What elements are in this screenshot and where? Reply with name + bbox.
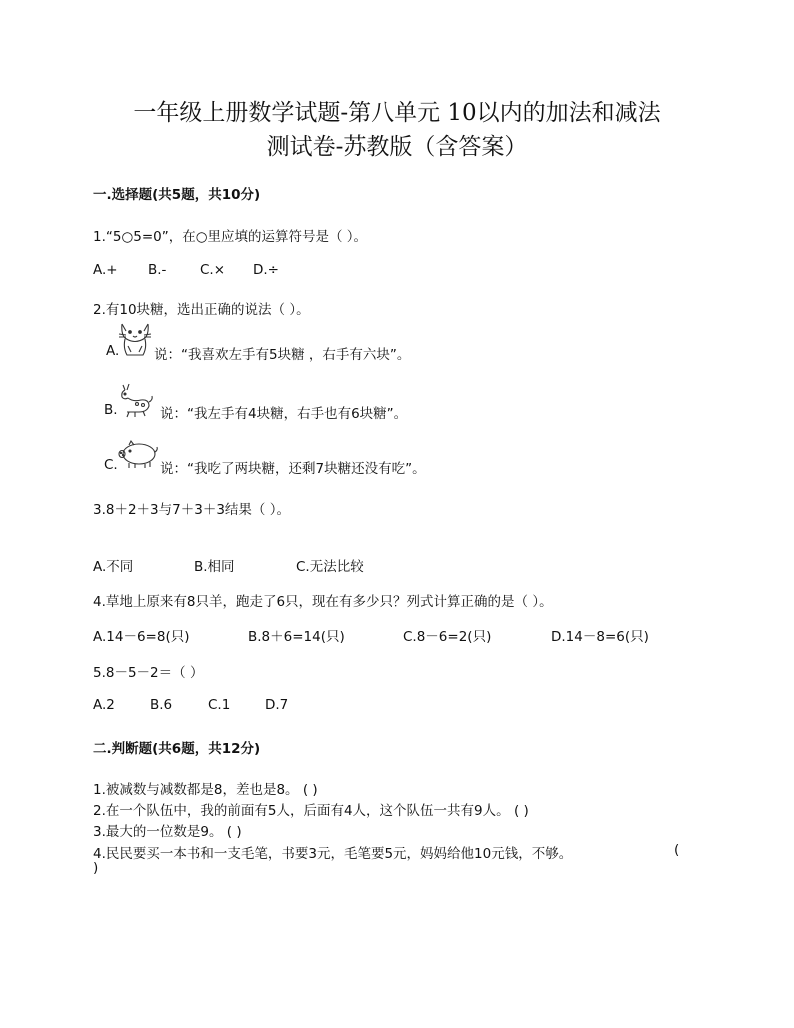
q2-option-b-text: 说：“我左手有4块糖，右手也有6块糖”。	[160, 406, 408, 422]
judge-item-4: 4.民民要买一本书和一支毛笔，书要3元，毛笔要5元，妈妈给他10元钱，不够。	[93, 846, 573, 862]
q1-option-a: A.+	[93, 262, 118, 278]
judge-item-2: 2.在一个队伍中，我的前面有5人，后面有4人，这个队伍一共有9人。 ( )	[93, 803, 529, 819]
section1-heading: 一.选择题(共5题，共10分)	[93, 187, 261, 203]
q2-option-c-label: C.	[104, 457, 118, 473]
q2-text: 2.有10块糖，选出正确的说法（ ）。	[93, 302, 310, 318]
page-title-line2: 测试卷-苏教版（含答案）	[266, 134, 528, 160]
q3-option-c: C.无法比较	[296, 559, 364, 575]
section2-heading: 二.判断题(共6题，共12分)	[93, 741, 261, 757]
q5-option-c: C.1	[208, 697, 231, 713]
q2-option-a-label: A.	[106, 343, 120, 359]
q5-text: 5.8－5－2＝（ ）	[93, 665, 204, 681]
q3-option-a: A.不同	[93, 559, 134, 575]
q1-option-d: D.÷	[253, 262, 279, 278]
judge-item-4-paren-close: )	[93, 860, 99, 876]
q2-option-b-label: B.	[104, 402, 118, 418]
q4-option-b: B.8＋6=14(只)	[248, 629, 345, 645]
deer-icon	[115, 382, 155, 418]
q2-option-a-text: 说：“我喜欢左手有5块糖 ，右手有六块”。	[154, 347, 411, 363]
q4-option-a: A.14－6=8(只)	[93, 629, 190, 645]
pig-icon	[117, 438, 159, 470]
q1-text: 1.“5○5=0”，在○里应填的运算符号是（ ）。	[93, 229, 368, 245]
q3-option-b: B.相同	[194, 559, 235, 575]
q5-option-d: D.7	[265, 697, 289, 713]
q1-option-b: B.-	[148, 262, 167, 278]
q1-option-c: C.×	[200, 262, 226, 278]
judge-item-4-paren-open: (	[674, 842, 680, 858]
q3-text: 3.8＋2＋3与7＋3＋3结果（ ）。	[93, 502, 290, 518]
judge-item-1: 1.被减数与减数都是8，差也是8。 ( )	[93, 782, 318, 798]
q4-option-d: D.14－8=6(只)	[551, 629, 649, 645]
q2-option-c-text: 说：“我吃了两块糖，还剩7块糖还没有吃”。	[160, 461, 426, 477]
q4-text: 4.草地上原来有8只羊，跑走了6只，现在有多少只？列式计算正确的是（ ）。	[93, 594, 553, 610]
q5-option-b: B.6	[150, 697, 173, 713]
cat-icon	[117, 318, 153, 358]
page-title-line1: 一年级上册数学试题-第八单元 10以内的加法和减法	[133, 100, 661, 126]
q5-option-a: A.2	[93, 697, 115, 713]
q4-option-c: C.8－6=2(只)	[403, 629, 492, 645]
judge-item-3: 3.最大的一位数是9。 ( )	[93, 824, 242, 840]
